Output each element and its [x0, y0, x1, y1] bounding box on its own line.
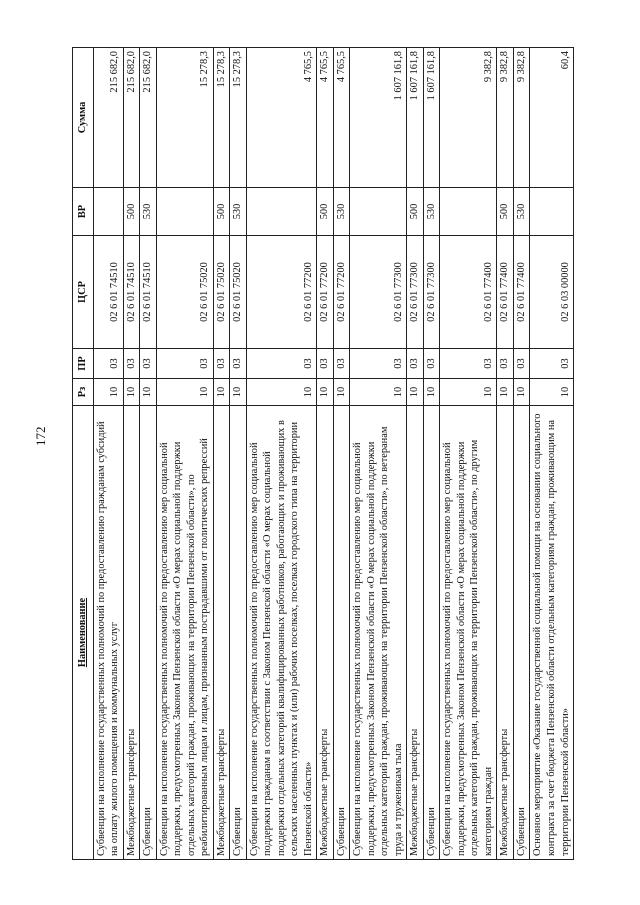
table-row: [156, 48, 213, 860]
cell-csr: 02 6 03 00000: [530, 236, 574, 349]
cell-pr: 03: [333, 349, 350, 379]
table-row: [317, 48, 334, 860]
table-row: [230, 48, 247, 860]
cell-vr: [440, 188, 497, 236]
cell-name: Субвенции на исполнение государственных полномочий по предоставлению мер социальной поддержки, предусмотренных Законом Пензенской области «О мерах социальной поддержки отдельных категорий граждан, проживающих на территории Пензенской области», по другим категориям граждан: [440, 406, 497, 860]
cell-csr: 02 6 01 74510: [93, 236, 123, 349]
cell-vr: 500: [407, 188, 424, 236]
column-header-vr: ВР: [73, 188, 94, 236]
cell-csr: 02 6 01 74510: [140, 236, 157, 349]
cell-sum: 9 382,8: [440, 48, 497, 188]
cell-csr: 02 6 01 77200: [317, 236, 334, 349]
cell-vr: [246, 188, 317, 236]
cell-pr: 03: [407, 349, 424, 379]
cell-csr: 02 6 01 77300: [407, 236, 424, 349]
cell-rz: 10: [317, 379, 334, 406]
cell-pr: 03: [213, 349, 230, 379]
cell-name: Субвенции: [423, 406, 440, 860]
cell-pr: 03: [530, 349, 574, 379]
cell-vr: 500: [123, 188, 140, 236]
cell-sum: 215 682,0: [123, 48, 140, 188]
table-header-row: [73, 48, 94, 860]
cell-csr: 02 6 01 77200: [246, 236, 317, 349]
cell-sum: 9 382,8: [513, 48, 530, 188]
cell-csr: 02 6 01 77400: [440, 236, 497, 349]
cell-rz: 10: [246, 379, 317, 406]
cell-sum: 4 765,5: [333, 48, 350, 188]
cell-csr: 02 6 01 77300: [423, 236, 440, 349]
cell-pr: 03: [230, 349, 247, 379]
cell-sum: 9 382,8: [497, 48, 514, 188]
cell-csr: 02 6 01 74510: [123, 236, 140, 349]
cell-vr: 530: [423, 188, 440, 236]
cell-rz: 10: [140, 379, 157, 406]
table-row: [407, 48, 424, 860]
cell-pr: 03: [93, 349, 123, 379]
cell-name: Субвенции на исполнение государственных полномочий по предоставлению мер социальной поддержки, предусмотренных Законом Пензенской области «О мерах социальной поддержки отдельных категорий граждан, проживающих на территории Пензенской области», по реабилитированным лицам и лицам, признанным пострадавшими от политических репрессий: [156, 406, 213, 860]
cell-vr: 500: [317, 188, 334, 236]
column-header-csr: ЦСР: [73, 236, 94, 349]
cell-name: Субвенции: [140, 406, 157, 860]
cell-csr: 02 6 01 77200: [333, 236, 350, 349]
cell-csr: 02 6 01 77400: [497, 236, 514, 349]
cell-name: Субвенции на исполнение государственных полномочий по предоставлению мер социальной поддержки, предусмотренных Законом Пензенской области «О мерах социальной поддержки отдельных категорий граждан, проживающих на территории Пензенской области», по ветеранам труда и труженикам тыла: [350, 406, 407, 860]
cell-rz: 10: [423, 379, 440, 406]
cell-rz: 10: [350, 379, 407, 406]
cell-csr: 02 6 01 75020: [213, 236, 230, 349]
table-row: [423, 48, 440, 860]
cell-vr: [156, 188, 213, 236]
cell-pr: 03: [246, 349, 317, 379]
table-row: [350, 48, 407, 860]
cell-sum: 15 278,3: [230, 48, 247, 188]
cell-name: Межбюджетные трансферты: [317, 406, 334, 860]
cell-vr: [350, 188, 407, 236]
column-header-pr: ПР: [73, 349, 94, 379]
table-row: [123, 48, 140, 860]
cell-rz: 10: [530, 379, 574, 406]
table-row: [246, 48, 317, 860]
table-row: [213, 48, 230, 860]
table-row: [530, 48, 574, 860]
cell-rz: 10: [513, 379, 530, 406]
table-row: [333, 48, 350, 860]
cell-sum: 1 607 161,8: [350, 48, 407, 188]
table-row: [440, 48, 497, 860]
cell-pr: 03: [497, 349, 514, 379]
cell-vr: [93, 188, 123, 236]
cell-rz: 10: [407, 379, 424, 406]
cell-name: Межбюджетные трансферты: [497, 406, 514, 860]
table-body: [93, 48, 574, 860]
cell-csr: 02 6 01 77300: [350, 236, 407, 349]
cell-sum: 4 765,5: [317, 48, 334, 188]
page-number: 172: [33, 426, 48, 446]
cell-sum: 215 682,0: [140, 48, 157, 188]
cell-vr: 530: [230, 188, 247, 236]
cell-sum: 1 607 161,8: [407, 48, 424, 188]
budget-table: [72, 47, 574, 860]
cell-pr: 03: [350, 349, 407, 379]
cell-pr: 03: [156, 349, 213, 379]
cell-vr: 500: [213, 188, 230, 236]
cell-pr: 03: [317, 349, 334, 379]
cell-sum: 1 607 161,8: [423, 48, 440, 188]
cell-pr: 03: [513, 349, 530, 379]
table-row: [513, 48, 530, 860]
cell-vr: 530: [333, 188, 350, 236]
cell-vr: 530: [513, 188, 530, 236]
cell-vr: 530: [140, 188, 157, 236]
cell-name: Субвенции на исполнение государственных полномочий по предоставлению гражданам субсидий на оплату жилого помещения и коммунальных услуг: [93, 406, 123, 860]
cell-name: Субвенции: [230, 406, 247, 860]
cell-name: Субвенции на исполнение государственных полномочий по предоставлению мер социальной поддержки гражданам в соответствии с Законом Пензенской области «О мерах социальной поддержки отдельных категорий квалифицированных работников, работающих и проживающих в сельских населенных пунктах и (или) рабочих поселках, поселках городского типа на территории Пензенской области»: [246, 406, 317, 860]
cell-pr: 03: [123, 349, 140, 379]
cell-name: Межбюджетные трансферты: [123, 406, 140, 860]
cell-rz: 10: [440, 379, 497, 406]
cell-rz: 10: [333, 379, 350, 406]
cell-sum: 215 682,0: [93, 48, 123, 188]
budget-table-page: [72, 48, 586, 860]
cell-rz: 10: [497, 379, 514, 406]
cell-csr: 02 6 01 75020: [230, 236, 247, 349]
cell-name: Субвенции: [513, 406, 530, 860]
cell-vr: [530, 188, 574, 236]
cell-sum: 60,4: [530, 48, 574, 188]
cell-rz: 10: [213, 379, 230, 406]
cell-name: Основное мероприятие «Оказание государственной социальной помощи на основании социального контракта за счет бюджета Пензенской области отдельным категориям граждан, проживающим на территории Пензенской области»: [530, 406, 574, 860]
table-row: [93, 48, 123, 860]
table-row: [497, 48, 514, 860]
cell-csr: 02 6 01 77400: [513, 236, 530, 349]
cell-rz: 10: [156, 379, 213, 406]
column-header-sum: Сумма: [73, 48, 94, 188]
cell-sum: 4 765,5: [246, 48, 317, 188]
table-row: [140, 48, 157, 860]
cell-sum: 15 278,3: [213, 48, 230, 188]
cell-name: Субвенции: [333, 406, 350, 860]
column-header-name: Наименование: [73, 406, 94, 860]
cell-vr: 500: [497, 188, 514, 236]
cell-name: Межбюджетные трансферты: [213, 406, 230, 860]
cell-name: Межбюджетные трансферты: [407, 406, 424, 860]
column-header-rz: Рз: [73, 379, 94, 406]
cell-pr: 03: [440, 349, 497, 379]
cell-sum: 15 278,3: [156, 48, 213, 188]
cell-rz: 10: [230, 379, 247, 406]
cell-pr: 03: [140, 349, 157, 379]
cell-csr: 02 6 01 75020: [156, 236, 213, 349]
cell-pr: 03: [423, 349, 440, 379]
cell-rz: 10: [123, 379, 140, 406]
cell-rz: 10: [93, 379, 123, 406]
